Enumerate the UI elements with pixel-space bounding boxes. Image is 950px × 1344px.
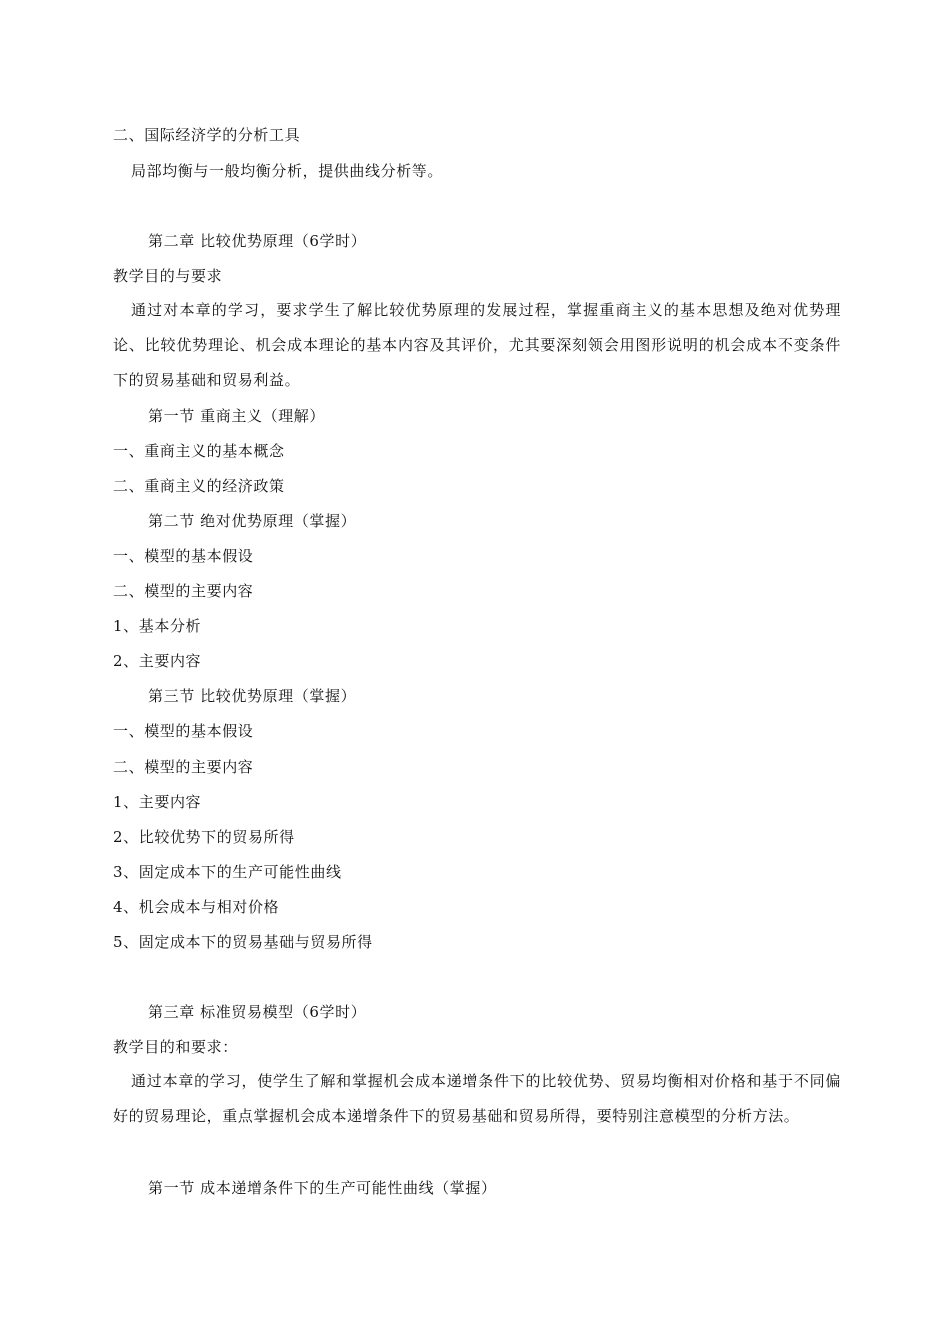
paragraph: 通过对本章的学习，要求学生了解比较优势原理的发展过程，掌握重商主义的基本思想及绝对优势理论、比较优势理论、机会成本理论的基本内容及其评价，尤其要深刻领会用图形说明的机会成本不变条件下的贸易基础和贸易利益。 <box>113 301 841 389</box>
list-item: 一、模型的基本假设 <box>113 547 254 565</box>
list-item: 2、主要内容 <box>113 652 202 670</box>
body-text: 局部均衡与一般均衡分析，提供曲线分析等。 <box>131 162 444 180</box>
list-item: 二、模型的主要内容 <box>113 582 254 600</box>
section-title: 第一节 成本递增条件下的生产可能性曲线（掌握） <box>148 1179 497 1197</box>
list-item: 二、重商主义的经济政策 <box>113 477 285 495</box>
list-item: 二、模型的主要内容 <box>113 758 254 776</box>
list-item: 2、比较优势下的贸易所得 <box>113 828 295 846</box>
section-title: 第一节 重商主义（理解） <box>148 407 325 425</box>
section-heading: 二、国际经济学的分析工具 <box>113 126 301 144</box>
list-item: 3、固定成本下的生产可能性曲线 <box>113 863 342 881</box>
subheading: 教学目的和要求： <box>113 1038 238 1056</box>
list-item: 5、固定成本下的贸易基础与贸易所得 <box>113 933 373 951</box>
list-item: 一、重商主义的基本概念 <box>113 442 285 460</box>
paragraph: 通过本章的学习，使学生了解和掌握机会成本递增条件下的比较优势、贸易均衡相对价格和基于不同偏好的贸易理论，重点掌握机会成本递增条件下的贸易基础和贸易所得，要特别注意模型的分析方法。 <box>113 1072 841 1125</box>
chapter-title: 第三章 标准贸易模型（6学时） <box>148 1003 367 1021</box>
section-title: 第二节 绝对优势原理（掌握） <box>148 512 357 530</box>
list-item: 1、主要内容 <box>113 793 202 811</box>
section-title: 第三节 比较优势原理（掌握） <box>148 687 357 705</box>
list-item: 4、机会成本与相对价格 <box>113 898 280 916</box>
list-item: 1、基本分析 <box>113 617 202 635</box>
chapter-title: 第二章 比较优势原理（6学时） <box>148 232 367 250</box>
subheading: 教学目的与要求 <box>113 267 223 285</box>
list-item: 一、模型的基本假设 <box>113 722 254 740</box>
